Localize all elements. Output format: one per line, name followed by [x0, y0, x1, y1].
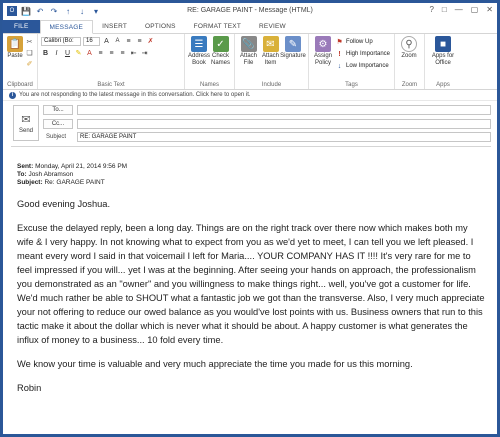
font-size-box[interactable]: 16	[83, 37, 100, 46]
signature-button[interactable]: ✎ Signature	[282, 36, 304, 67]
low-importance-button[interactable]: ↓ Low Importance	[335, 61, 390, 71]
group-names	[185, 34, 235, 89]
shrink-font-icon[interactable]: A	[115, 38, 120, 44]
subject-line: Subject: Re: GARAGE PAINT	[17, 179, 105, 186]
high-importance-button[interactable]: ! High Importance	[335, 49, 390, 59]
paste-button[interactable]: 📋 Paste	[6, 36, 24, 68]
format-painter-icon[interactable]: ✐	[26, 60, 33, 68]
subject-field[interactable]: RE: GARAGE PAINT	[77, 132, 491, 142]
flag-icon: ⚑	[336, 39, 343, 46]
greeting: Good evening Joshua.	[17, 199, 111, 209]
follow-up-button[interactable]: ⚑ Follow Up	[336, 39, 373, 46]
address-book-button[interactable]: ☰ Address Book	[188, 36, 210, 67]
up-arrow-icon[interactable]: ↑	[66, 6, 70, 16]
sent-line: Sent: Monday, April 21, 2014 9:56 PM	[17, 163, 128, 170]
send-button[interactable]: ✉ Send	[13, 105, 39, 141]
cc-button[interactable]: Cc...	[43, 119, 73, 129]
group-label-apps: Apps	[436, 82, 450, 88]
increase-indent-icon[interactable]: ⇥	[141, 50, 148, 57]
minimize-icon[interactable]: —	[454, 5, 463, 14]
grow-font-icon[interactable]: A	[104, 37, 109, 45]
group-label-basic-text: Basic Text	[97, 82, 125, 88]
group-basic-text	[38, 34, 185, 89]
policy-icon: ⚙	[315, 36, 331, 52]
info-bar-text: You are not responding to the latest message in this conversation. Click here to open it.	[19, 92, 251, 98]
font-color-icon[interactable]: A	[87, 49, 92, 57]
down-arrow-icon[interactable]: ↓	[80, 6, 84, 16]
low-importance-icon: ↓	[337, 62, 342, 70]
address-book-icon: ☰	[191, 36, 207, 52]
check-names-button[interactable]: ✓ Check Names	[211, 36, 230, 67]
window-title: RE: GARAGE PAINT - Message (HTML)	[187, 7, 313, 14]
attach-item-button[interactable]: ✉ Attach Item	[260, 36, 281, 67]
ribbon-tabs	[3, 20, 497, 34]
copy-icon[interactable]: ❏	[26, 49, 33, 57]
help-icon[interactable]: ?	[429, 5, 434, 14]
ribbon	[3, 34, 497, 90]
group-zoom	[395, 34, 425, 89]
clear-format-icon[interactable]: ✗	[147, 38, 154, 45]
to-line: To: Josh Abramson	[17, 171, 74, 178]
tab-format-text[interactable]: FORMAT TEXT	[193, 23, 242, 30]
compose-header	[3, 101, 497, 147]
font-name-box[interactable]: Calibri (Bo:	[41, 37, 81, 46]
info-icon: i	[9, 92, 16, 99]
check-names-icon: ✓	[213, 36, 229, 52]
zoom-button[interactable]: ⚲ Zoom	[398, 36, 420, 60]
apps-for-office-button[interactable]: ■ Apps for Office	[428, 36, 458, 67]
undo-icon[interactable]: ↶	[36, 6, 44, 16]
redo-icon[interactable]: ↷	[50, 6, 58, 16]
window-controls	[429, 5, 493, 14]
highlight-icon[interactable]: ✎	[75, 50, 82, 57]
maximize-icon[interactable]: ▢	[470, 5, 479, 14]
signature-icon: ✎	[285, 36, 301, 52]
message-window	[2, 2, 498, 435]
tab-file[interactable]: FILE	[3, 20, 40, 33]
group-include	[235, 34, 309, 89]
group-label-names: Names	[199, 82, 219, 88]
tab-insert[interactable]: INSERT	[102, 23, 128, 30]
send-icon: ✉	[21, 113, 31, 126]
italic-icon[interactable]: I	[55, 49, 58, 57]
tab-review[interactable]: REVIEW	[259, 23, 286, 30]
to-row	[43, 105, 491, 115]
close-icon[interactable]: ✕	[486, 5, 493, 14]
high-importance-icon: !	[338, 50, 341, 58]
decrease-indent-icon[interactable]: ⇤	[130, 50, 137, 57]
tab-message[interactable]: MESSAGE	[40, 20, 94, 34]
save-icon[interactable]: 💾	[21, 6, 31, 16]
message-body[interactable]	[11, 146, 491, 428]
tab-options[interactable]: OPTIONS	[145, 23, 176, 30]
group-label-include: Include	[261, 82, 282, 88]
group-apps	[425, 34, 461, 89]
subject-label: Subject	[46, 134, 67, 140]
attach-file-button[interactable]: 📎 Attach File	[238, 36, 259, 67]
signature: Robin	[17, 383, 42, 393]
align-center-icon[interactable]: ≡	[109, 49, 114, 57]
outlook-logo-icon: O	[7, 6, 17, 16]
restore-icon[interactable]: □	[441, 5, 447, 14]
clipboard-icon: 📋	[7, 36, 23, 52]
group-tags	[309, 34, 395, 89]
apps-icon: ■	[435, 36, 451, 52]
bold-icon[interactable]: B	[42, 49, 49, 57]
customize-icon[interactable]: ▾	[93, 6, 98, 16]
magnifier-icon: ⚲	[401, 36, 417, 52]
group-clipboard	[3, 34, 38, 89]
numbering-icon[interactable]: ≡	[137, 37, 142, 45]
paragraph-1: Excuse the delayed reply, been a long day. Things are on the right track over there now which makes both my wife & I very happy. In not knowing what to expect from you as we'd yet to meet, I can tell you we left pleased. I meant every word I said in that voicemail I left for Maria.... YOUR COMPANY HAS IT !!!! It's very rare for me to feel impressed if you will... yet I was at the beginning. After seeing your hands on approach, the professionalism you demonstrated as an "owner" and you willingness to make things right... well, you've got a customer for life. We'd much rather be able to SHOUT what a fantastic job we got than the transverse. Also, I very much appreciate your not offering to reduce our owed balance as you would've lost points with us. Business owners that run to this tactic make it about the dollar which is never what it should be about. A happy customer is what generates the influx of money to a business... 10 fold every time.	[17, 223, 485, 345]
to-button[interactable]: To...	[43, 105, 73, 115]
assign-policy-button[interactable]: ⚙ Assign Policy	[312, 36, 334, 73]
subject-row	[43, 132, 491, 142]
message-text	[17, 197, 485, 395]
group-label-zoom: Zoom	[401, 82, 418, 88]
paragraph-2: We know your time is valuable and very much appreciate the time you made for us this morning.	[17, 359, 413, 369]
cc-field[interactable]	[77, 119, 491, 129]
quoted-header	[17, 163, 485, 187]
envelope-attach-icon: ✉	[263, 36, 279, 52]
align-right-icon[interactable]: ≡	[120, 49, 125, 57]
to-field[interactable]	[77, 105, 491, 115]
info-bar[interactable]	[3, 90, 497, 101]
group-label-clipboard: Clipboard	[7, 82, 33, 88]
group-label-tags: Tags	[345, 82, 358, 88]
title-bar	[3, 3, 497, 20]
paperclip-icon: 📎	[241, 36, 257, 52]
underline-icon[interactable]: U	[64, 49, 71, 57]
bullets-icon[interactable]: ≡	[126, 37, 131, 45]
cc-row	[43, 119, 491, 129]
cut-icon[interactable]: ✂	[26, 38, 33, 46]
align-left-icon[interactable]: ≡	[98, 49, 103, 57]
